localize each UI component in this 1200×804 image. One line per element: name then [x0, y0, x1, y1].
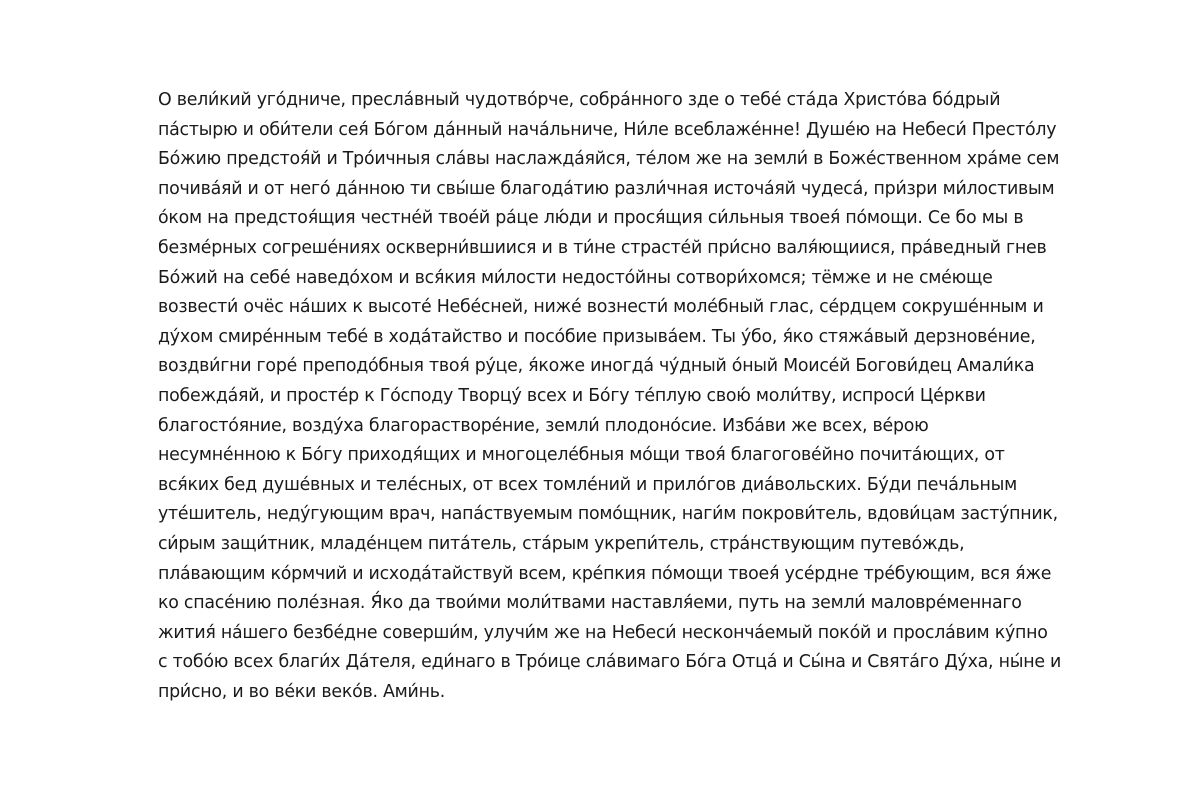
prayer-text: [158, 86, 1158, 707]
text-line: пла́вающим ко́рмчий и исхода́тайствуй всем, кре́пкия по́мощи твоея́ усе́рдне тре́бующим, вся я́же: [158, 563, 1052, 584]
text-line: вся́ких бед душе́вных и теле́сных, от всех томле́ний и прило́гов диа́вольских. Бу́ди печа́льным: [158, 474, 1018, 495]
text-line: па́стырю и оби́тели сея́ Бо́гом да́нный нача́льниче, Ни́ле всеблаже́нне! Душе́ю на Небеси́ Престо́лу: [158, 119, 1057, 140]
text-line: почива́яй и от него́ да́нною ти свы́ше благода́тию разли́чная источа́яй чудеса́, при́зри ми́лостивым: [158, 178, 1055, 199]
text-line: О вели́кий уго́дниче, пресла́вный чудотво́рче, собра́нного зде о тебе́ ста́да Христо́ва бо́дрый: [158, 90, 1001, 110]
text-line: Бо́жию предстоя́й и Тро́ичныя сла́вы наслажда́яйся, те́лом же на земли́ в Боже́ственном хра́ме сем: [158, 149, 1060, 170]
text-line: благосто́яние, возду́ха благорастворе́ние, земли́ плодоно́сие. Изба́ви же всех, ве́рою: [158, 415, 929, 436]
text-line: возвести́ очёс на́ших к высоте́ Небе́сней, ниже́ вознести́ моле́бный глас, се́рдцем сокруше́нным и: [158, 297, 1044, 318]
text-line: побежда́яй, и просте́р к Го́споду Творцу́ всех и Бо́гу те́плую свою́ моли́тву, испроси́ Це́ркви: [158, 385, 986, 406]
text-line: ко спасе́нию поле́зная. Я́ко да твои́ми моли́твами наставля́еми, путь на земли́ маловре́меннаго: [158, 593, 1022, 614]
text-line: Бо́жий на себе́ наведо́хом и вся́кия ми́лости недосто́йны сотвори́хомся; тёмже и не сме́юще: [158, 267, 993, 288]
text-line: о́ком на предстоя́щия честне́й твое́й ра́це лю́ди и прося́щия си́льныя твоея́ по́мощи. Се бо мы в: [158, 208, 1024, 229]
text-line: при́сно, и во ве́ки веко́в. Ами́нь.: [158, 681, 445, 702]
text-line: ду́хом смире́нным тебе́ в хода́тайство и посо́бие призыва́ем. Ты у́бо, я́ко стяжа́вый дерзнове́ние,: [158, 326, 1036, 347]
text-line: воздви́гни горе́ преподо́бныя твоя́ ру́це, я́коже иногда́ чу́дный о́ный Моисе́й Богови́дец Амали́ка: [158, 356, 1035, 377]
text-line: си́рым защи́тник, младе́нцем пита́тель, ста́рым укрепи́тель, стра́нствующим путево́ждь,: [158, 533, 965, 554]
text-line: несумне́нною к Бо́гу приходя́щих и многоцеле́бныя мо́щи твоя́ благогове́йно почита́ющих, от: [158, 445, 1005, 466]
text-line: безме́рных согреше́ниях оскверни́вшиися и в ти́не страсте́й при́сно валя́ющиися, пра́ведный гнев: [158, 237, 1047, 258]
text-line: уте́шитель, неду́гующим врач, напа́ствуемым помо́щник, наги́м покрови́тель, вдови́цам засту́пник,: [158, 504, 1058, 525]
text-line: с тобо́ю всех благи́х Да́теля, еди́наго в Тро́ице сла́вимаго Бо́га Отца́ и Сы́на и Свята́го Ду́ха, ны́не и: [158, 652, 1062, 673]
text-line: жития́ на́шего безбе́дне соверши́м, улучи́м же на Небеси́ несконча́емый поко́й и просла́вим ку́пно: [158, 622, 1048, 643]
